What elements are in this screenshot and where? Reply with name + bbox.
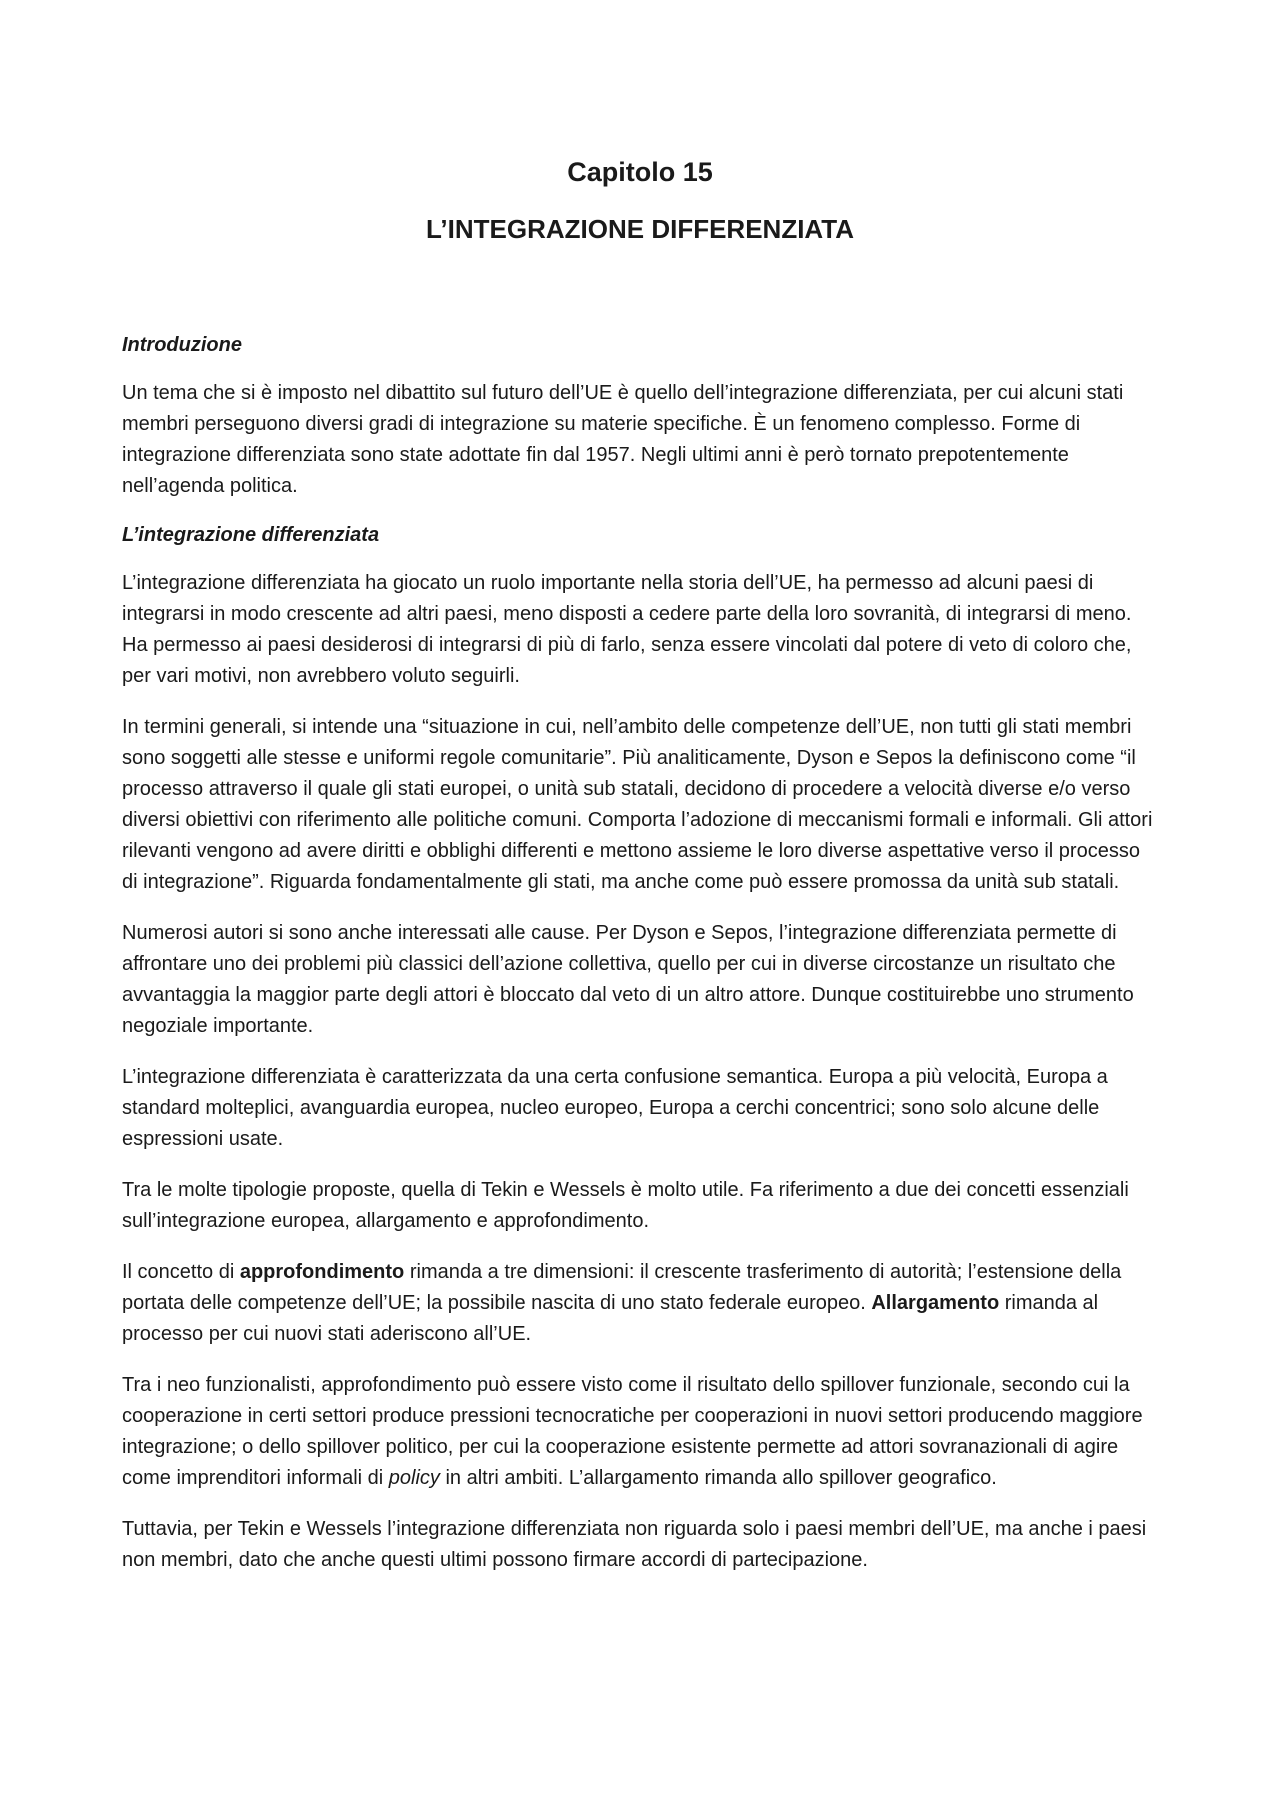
body-paragraph-7: [122, 1370, 1158, 1494]
section-heading-integrazione-differenziata: L’integrazione differenziata: [122, 523, 380, 546]
body-paragraph-2: In termini generali, si intende una “situazione in cui, nell’ambito delle competenze dell’UE, non tutti gli stati membri sono soggetti alle stesse e uniformi regole comunitarie”. Più analiticamente, Dyson e Sepos la definiscono come “il processo attraverso il quale gli stati europei, o unità sub statali, decidono di procedere a velocità diverse e/o verso diversi obiettivi con riferimento alle politiche comuni. Comporta l’adozione di meccanismi formali e informali. Gli attori rilevanti vengono ad avere diritti e obblighi differenti e mettono assieme le loro diverse aspettative verso il processo di integrazione”. Riguarda fondamentalmente gli stati, ma anche come può essere promossa da unità sub statali.: [122, 715, 1153, 893]
text-run: rimanda a tre dimensioni: il crescente trasferimento di autorità; l’estensione della portata delle competenze dell’UE; la possibile nascita di uno stato federale europeo.: [122, 1260, 1122, 1314]
body-paragraph-1: L’integrazione differenziata ha giocato un ruolo importante nella storia dell’UE, ha permesso ad alcuni paesi di integrarsi in modo crescente ad altri paesi, meno disposti a cedere parte della loro sovranità, di integrarsi di meno. Ha permesso ai paesi desiderosi di integrarsi di più di farlo, senza essere vincolati dal potere di veto di coloro che, per vari motivi, non avrebbero voluto seguirli.: [122, 571, 1132, 687]
chapter-number: Capitolo 15: [567, 157, 713, 187]
chapter-title: L’INTEGRAZIONE DIFFERENZIATA: [425, 214, 855, 245]
intro-paragraph-1: Un tema che si è imposto nel dibattito sul futuro dell’UE è quello dell’integrazione differenziata, per cui alcuni stati membri perseguono diversi gradi di integrazione su materie specifiche. È un fenomeno complesso. Forme di integrazione differenziata sono state adottate fin dal 1957. Negli ultimi anni è però tornato prepotentemente nell’agenda politica.: [122, 381, 1124, 497]
body-paragraph-5: Tra le molte tipologie proposte, quella di Tekin e Wessels è molto utile. Fa riferimento a due dei concetti essenziali sull’integrazione europea, allargamento e approfondimento.: [122, 1178, 1129, 1232]
italic-term-policy: policy: [388, 1466, 440, 1489]
section-heading-introduzione: Introduzione: [122, 333, 242, 356]
text-run: Il concetto di: [122, 1260, 240, 1283]
bold-term-approfondimento: approfondimento: [239, 1260, 405, 1283]
body-paragraph-4: L’integrazione differenziata è caratterizzata da una certa confusione semantica. Europa a più velocità, Europa a standard molteplici, avanguardia europea, nucleo europeo, Europa a cerchi concentrici; sono solo alcune delle espressioni usate.: [122, 1065, 1108, 1150]
body-paragraph-6: [122, 1257, 1158, 1350]
text-run: rimanda al processo per cui nuovi stati aderiscono all’UE.: [122, 1291, 1099, 1345]
body-paragraph-3: Numerosi autori si sono anche interessati alle cause. Per Dyson e Sepos, l’integrazione differenziata permette di affrontare uno dei problemi più classici dell’azione collettiva, quello per cui in diverse circostanze un risultato che avvantaggia la maggior parte degli attori è bloccato dal veto di un altro attore. Dunque costituirebbe uno strumento negoziale importante.: [122, 921, 1134, 1037]
text-run: Tra i neo funzionalisti, approfondimento può essere visto come il risultato dello spillover funzionale, secondo cui la cooperazione in certi settori produce pressioni tecnocratiche per cooperazioni in nuovi settori producendo maggiore integrazione; o dello spillover politico, per cui la cooperazione esistente permette ad attori sovranazionali di agire come imprenditori informali di: [122, 1373, 1143, 1489]
text-run: in altri ambiti. L’allargamento rimanda allo spillover geografico.: [439, 1466, 997, 1489]
bold-term-allargamento: Allargamento: [871, 1291, 1000, 1314]
body-paragraph-8: Tuttavia, per Tekin e Wessels l’integrazione differenziata non riguarda solo i paesi membri dell’UE, ma anche i paesi non membri, dato che anche questi ultimi possono firmare accordi di partecipazione.: [122, 1517, 1147, 1571]
